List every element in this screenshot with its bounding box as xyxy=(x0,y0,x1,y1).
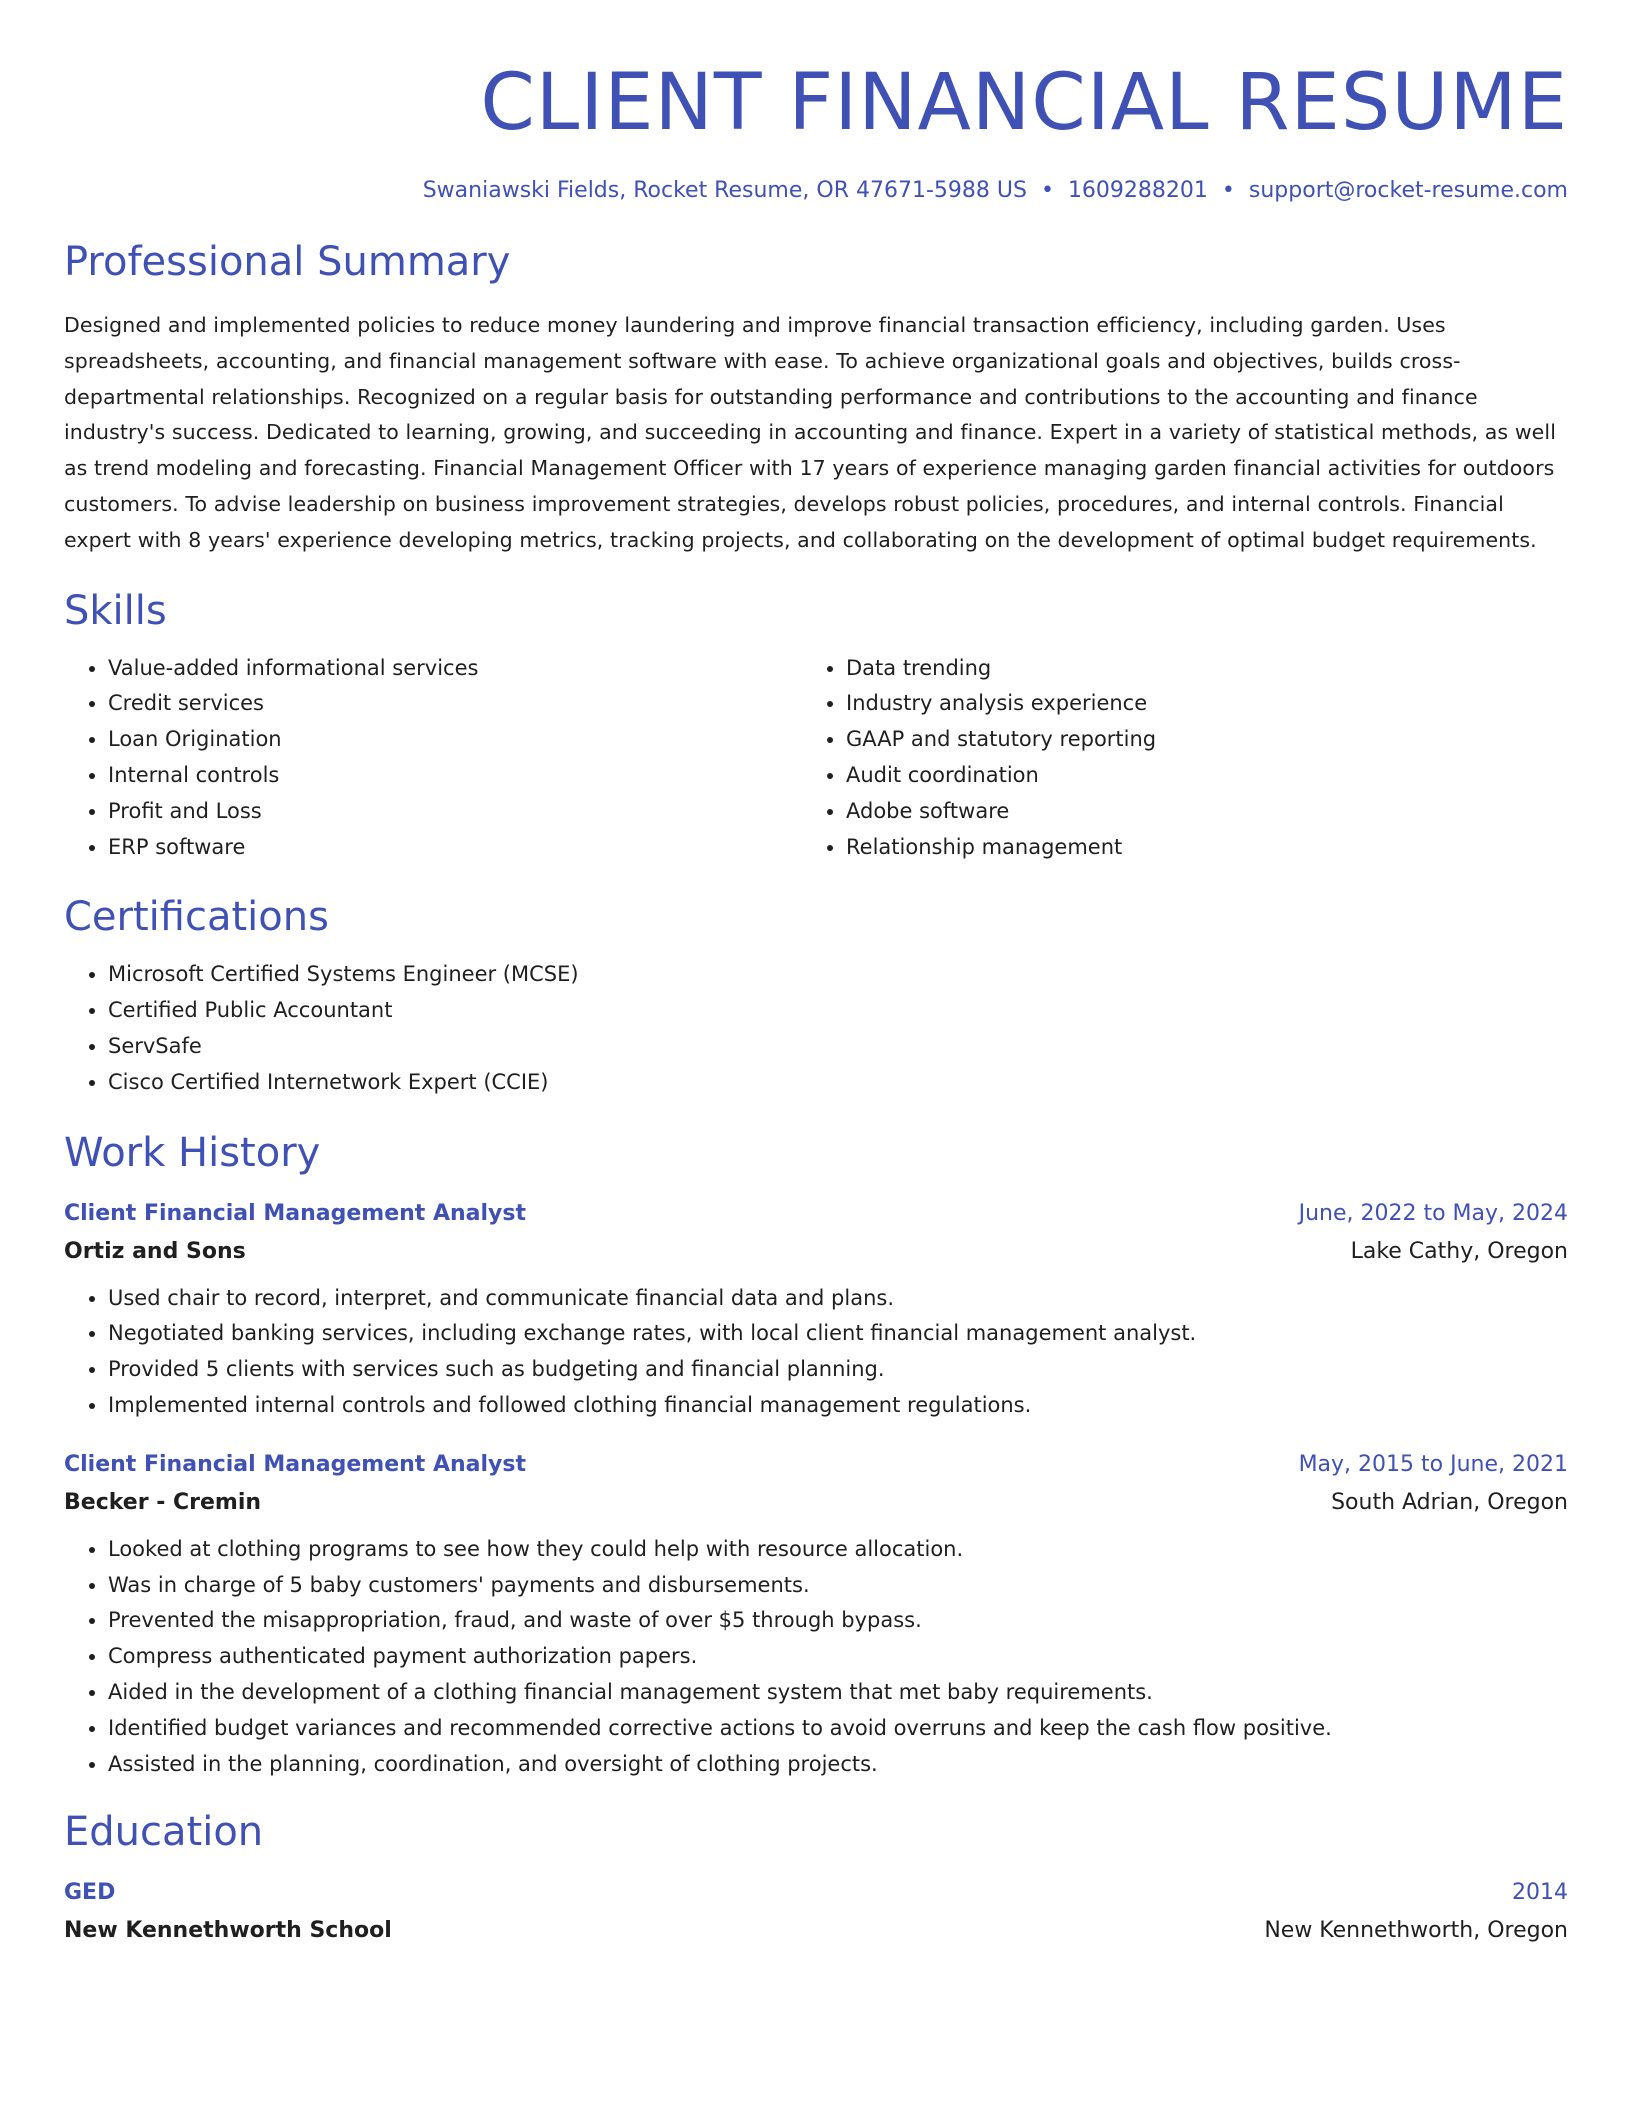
job-bullet: • Assisted in the planning, coordination, and oversight of clothing projects. xyxy=(108,1747,1568,1783)
skill-item: • GAAP and statutory reporting xyxy=(846,722,1540,758)
skill-item: • Relationship management xyxy=(846,830,1540,866)
education-entry xyxy=(64,1874,1568,1950)
job-header-row xyxy=(64,1195,1568,1233)
certification-item: • Cisco Certified Internetwork Expert (CCIE) xyxy=(108,1065,1568,1101)
skill-item: • Value-added informational services xyxy=(108,651,802,687)
education-location: New Kennethworth, Oregon xyxy=(1264,1918,1568,1944)
certifications-section xyxy=(64,891,1568,1100)
resume-header xyxy=(64,48,1568,206)
education-header-row xyxy=(64,1874,1568,1912)
certification-item: • Microsoft Certified Systems Engineer (MCSE) xyxy=(108,957,1568,993)
contact-separator: • xyxy=(1221,178,1235,203)
document-title: CLIENT FINANCIAL RESUME xyxy=(480,58,1568,148)
skill-item: • Profit and Loss xyxy=(108,794,802,830)
job-bullet: • Was in charge of 5 baby customers' payments and disbursements. xyxy=(108,1568,1568,1604)
contact-phone: 1609288201 xyxy=(1067,178,1208,203)
job-entry xyxy=(64,1195,1568,1424)
job-header-row xyxy=(64,1446,1568,1484)
job-bullet: • Negotiated banking services, including exchange rates, with local client financial management analyst. xyxy=(108,1316,1568,1352)
certification-item: • ServSafe xyxy=(108,1029,1568,1065)
job-employer: Becker - Cremin xyxy=(64,1489,262,1515)
skill-item: • Adobe software xyxy=(846,794,1540,830)
skill-item: • Audit coordination xyxy=(846,758,1540,794)
section-heading-education: Education xyxy=(64,1809,264,1856)
job-dates: May, 2015 to June, 2021 xyxy=(1298,1451,1568,1477)
education-school-row xyxy=(64,1912,1568,1950)
skill-item: • ERP software xyxy=(108,830,802,866)
skill-item: • Data trending xyxy=(846,651,1540,687)
education-section xyxy=(64,1806,1568,1950)
skill-item: • Internal controls xyxy=(108,758,802,794)
section-heading-certifications: Certifications xyxy=(64,894,329,941)
job-dates: June, 2022 to May, 2024 xyxy=(1298,1200,1568,1226)
skills-section xyxy=(64,585,1568,866)
job-employer: Ortiz and Sons xyxy=(64,1238,246,1264)
summary-text: Designed and implemented policies to reduce money laundering and improve financial transaction efficiency, including garden. Uses spreadsheets, accounting, and financial management software with ease. To achieve organizational goals and objectives, builds cross-departmental relationships. Recognized on a regular basis for outstanding performance and contributions to the accounting and finance industry's success. Dedicated to learning, growing, and succeeding in accounting and finance. Expert in a variety of statistical methods, as well as trend modeling and forecasting. Financial Management Officer with 17 years of experience managing garden financial activities for outdoors customers. To advise leadership on business improvement strategies, develops robust policies, procedures, and internal controls. Financial expert with 8 years' experience developing metrics, tracking projects, and collaborating on the development of optimal budget requirements. xyxy=(64,313,1556,552)
professional-summary-section xyxy=(64,236,1568,559)
job-bullet: • Identified budget variances and recommended corrective actions to avoid overruns and keep the cash flow positive. xyxy=(108,1711,1568,1747)
skill-item: • Industry analysis experience xyxy=(846,686,1540,722)
education-year: 2014 xyxy=(1512,1880,1568,1906)
skills-list-right xyxy=(802,651,1540,866)
job-location: Lake Cathy, Oregon xyxy=(1350,1238,1568,1264)
contact-email[interactable]: support@rocket-resume.com xyxy=(1248,178,1568,203)
certifications-list xyxy=(64,957,1568,1100)
contact-separator: • xyxy=(1040,178,1054,203)
job-bullet: • Used chair to record, interpret, and communicate financial data and plans. xyxy=(108,1281,1568,1317)
section-heading-work-history: Work History xyxy=(64,1129,321,1176)
job-title: Client Financial Management Analyst xyxy=(64,1200,526,1226)
work-history-section xyxy=(64,1127,1568,1783)
contact-line xyxy=(64,176,1568,206)
skills-column-right xyxy=(802,651,1540,866)
job-employer-row xyxy=(64,1233,1568,1271)
skills-list-left xyxy=(64,651,802,866)
job-entry xyxy=(64,1446,1568,1783)
certification-item: • Certified Public Accountant xyxy=(108,993,1568,1029)
job-location: South Adrian, Oregon xyxy=(1331,1489,1568,1515)
job-employer-row xyxy=(64,1484,1568,1522)
job-title: Client Financial Management Analyst xyxy=(64,1451,526,1477)
section-heading-skills: Skills xyxy=(64,587,167,634)
education-school: New Kennethworth School xyxy=(64,1918,392,1944)
job-bullets xyxy=(64,1532,1568,1783)
job-bullet: • Aided in the development of a clothing financial management system that met baby requirements. xyxy=(108,1675,1568,1711)
education-degree: GED xyxy=(64,1880,116,1906)
skills-column-left xyxy=(64,651,802,866)
job-bullet: • Prevented the misappropriation, fraud, and waste of over $5 through bypass. xyxy=(108,1603,1568,1639)
job-bullet: • Provided 5 clients with services such as budgeting and financial planning. xyxy=(108,1352,1568,1388)
skill-item: • Loan Origination xyxy=(108,722,802,758)
job-bullet: • Implemented internal controls and followed clothing financial management regulations. xyxy=(108,1388,1568,1424)
skill-item: • Credit services xyxy=(108,686,802,722)
job-bullet: • Compress authenticated payment authorization papers. xyxy=(108,1639,1568,1675)
job-bullet: • Looked at clothing programs to see how they could help with resource allocation. xyxy=(108,1532,1568,1568)
job-bullets xyxy=(64,1281,1568,1424)
contact-address: Swaniawski Fields, Rocket Resume, OR 47671-5988 US xyxy=(422,178,1027,203)
section-heading-summary: Professional Summary xyxy=(64,239,511,285)
skills-grid xyxy=(64,651,1568,866)
